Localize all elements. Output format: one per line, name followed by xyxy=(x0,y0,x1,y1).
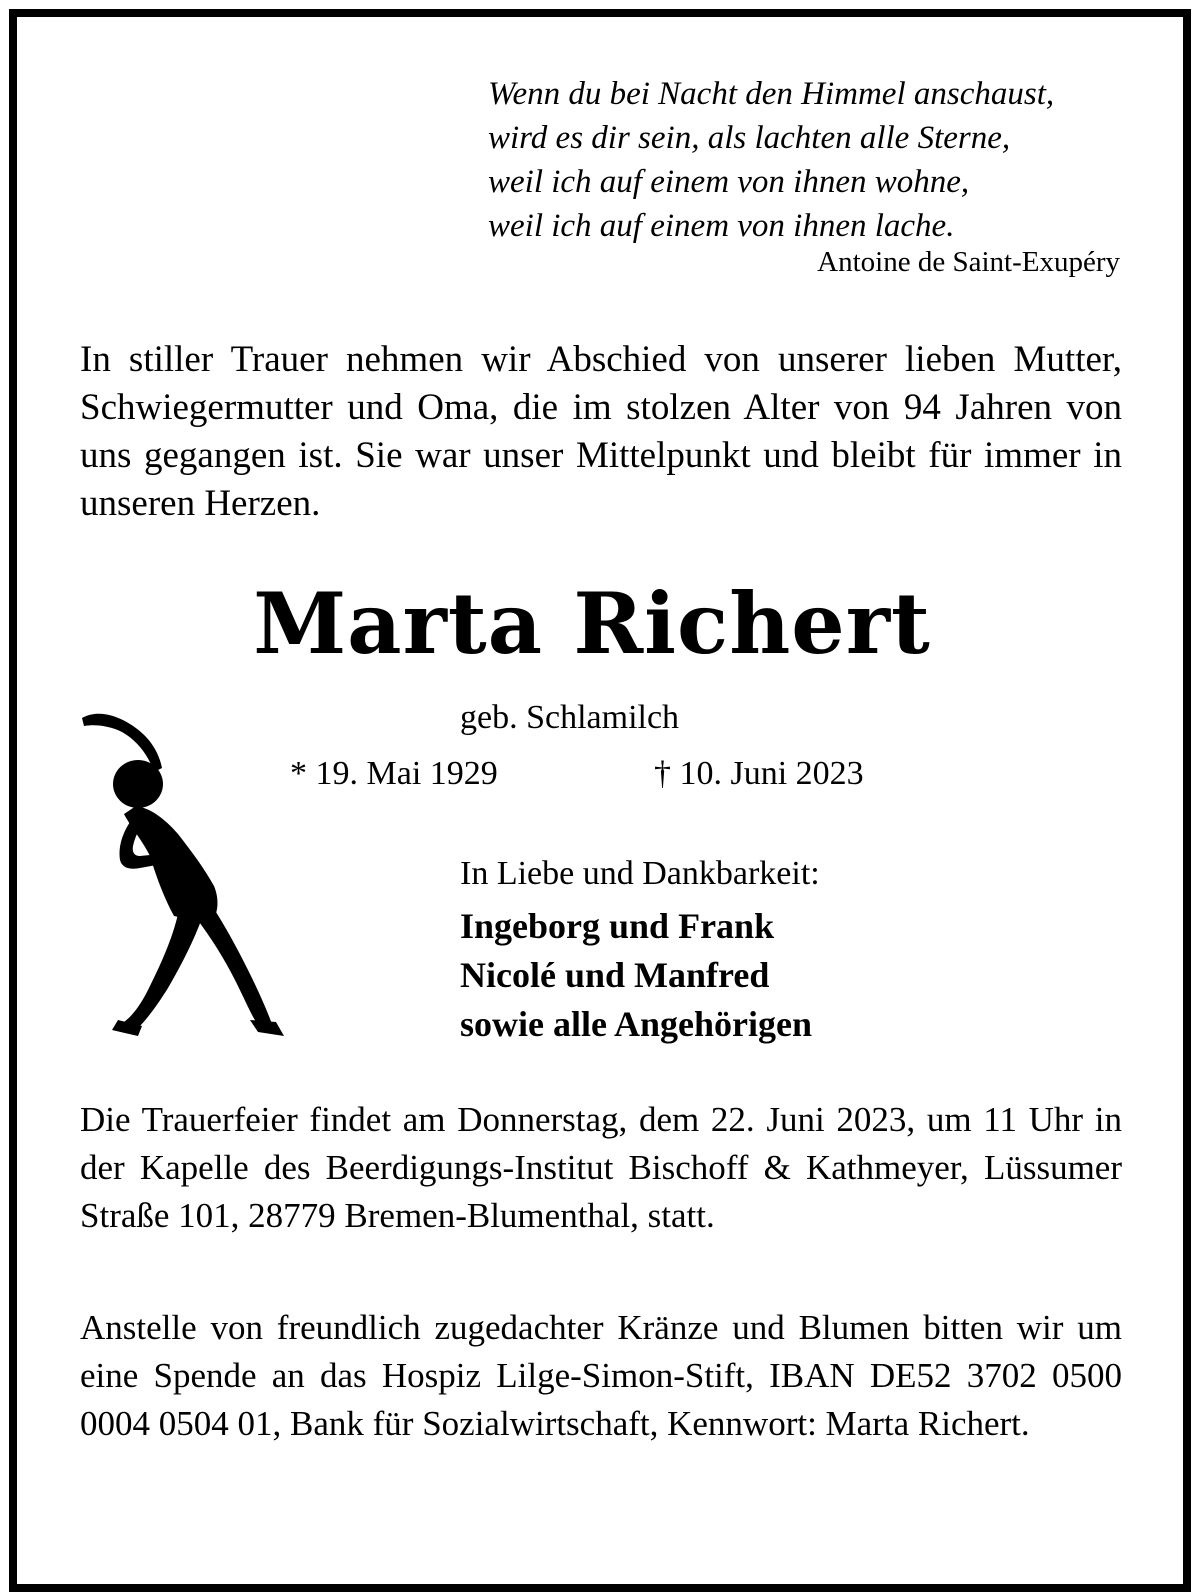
quote-line: weil ich auf einem von ihnen lache. xyxy=(488,208,955,244)
quote-line: weil ich auf einem von ihnen wohne, xyxy=(488,164,970,200)
stretching-woman-silhouette xyxy=(78,710,298,1050)
service-paragraph: Die Trauerfeier findet am Donnerstag, dem 22. Juni 2023, um 11 Uhr in der Kapelle des Beerdigungs-Institut Bischoff & Kathmeyer, Lüssumer Straße 101, 28779 Bremen-Blumenthal, statt. xyxy=(80,1100,1122,1235)
mourner-entry: Nicolé und Manfred xyxy=(460,955,770,995)
deceased-name-text: Marta Richert xyxy=(253,574,931,673)
quote-author: Antoine de Saint-Exupéry xyxy=(817,246,1120,278)
mourners-list xyxy=(460,902,812,1049)
donation-paragraph: Anstelle von freundlich zugedachter Kränze und Blumen bitten wir um eine Spende an das Hospiz Lilge-Simon-Stift, IBAN DE52 3702 0500 0004 0504 01, Bank für Sozialwirtschaft, Kennwort: Marta Richert. xyxy=(80,1308,1122,1443)
death-date: † 10. Juni 2023 xyxy=(654,755,864,792)
mourner-entry: Ingeborg und Frank xyxy=(460,906,775,946)
poem-quote xyxy=(488,72,1128,248)
quote-line: Wenn du bei Nacht den Himmel anschaust, xyxy=(488,76,1055,112)
intro-paragraph: In stiller Trauer nehmen wir Abschied von unserer lieben Mutter, Schwiegermutter und Oma, die im stolzen Alter von 94 Jahren von uns gegangen ist. Sie war unser Mittelpunkt und bleibt für immer in unseren Herzen. xyxy=(80,339,1122,524)
birth-name: geb. Schlamilch xyxy=(460,699,680,736)
birth-date: * 19. Mai 1929 xyxy=(290,755,498,792)
quote-line: wird es dir sein, als lachten alle Sterne, xyxy=(488,120,1011,156)
deceased-name xyxy=(0,574,1200,674)
mourner-entry: sowie alle Angehörigen xyxy=(460,1004,812,1044)
mourners-heading: In Liebe und Dankbarkeit: xyxy=(460,855,820,892)
